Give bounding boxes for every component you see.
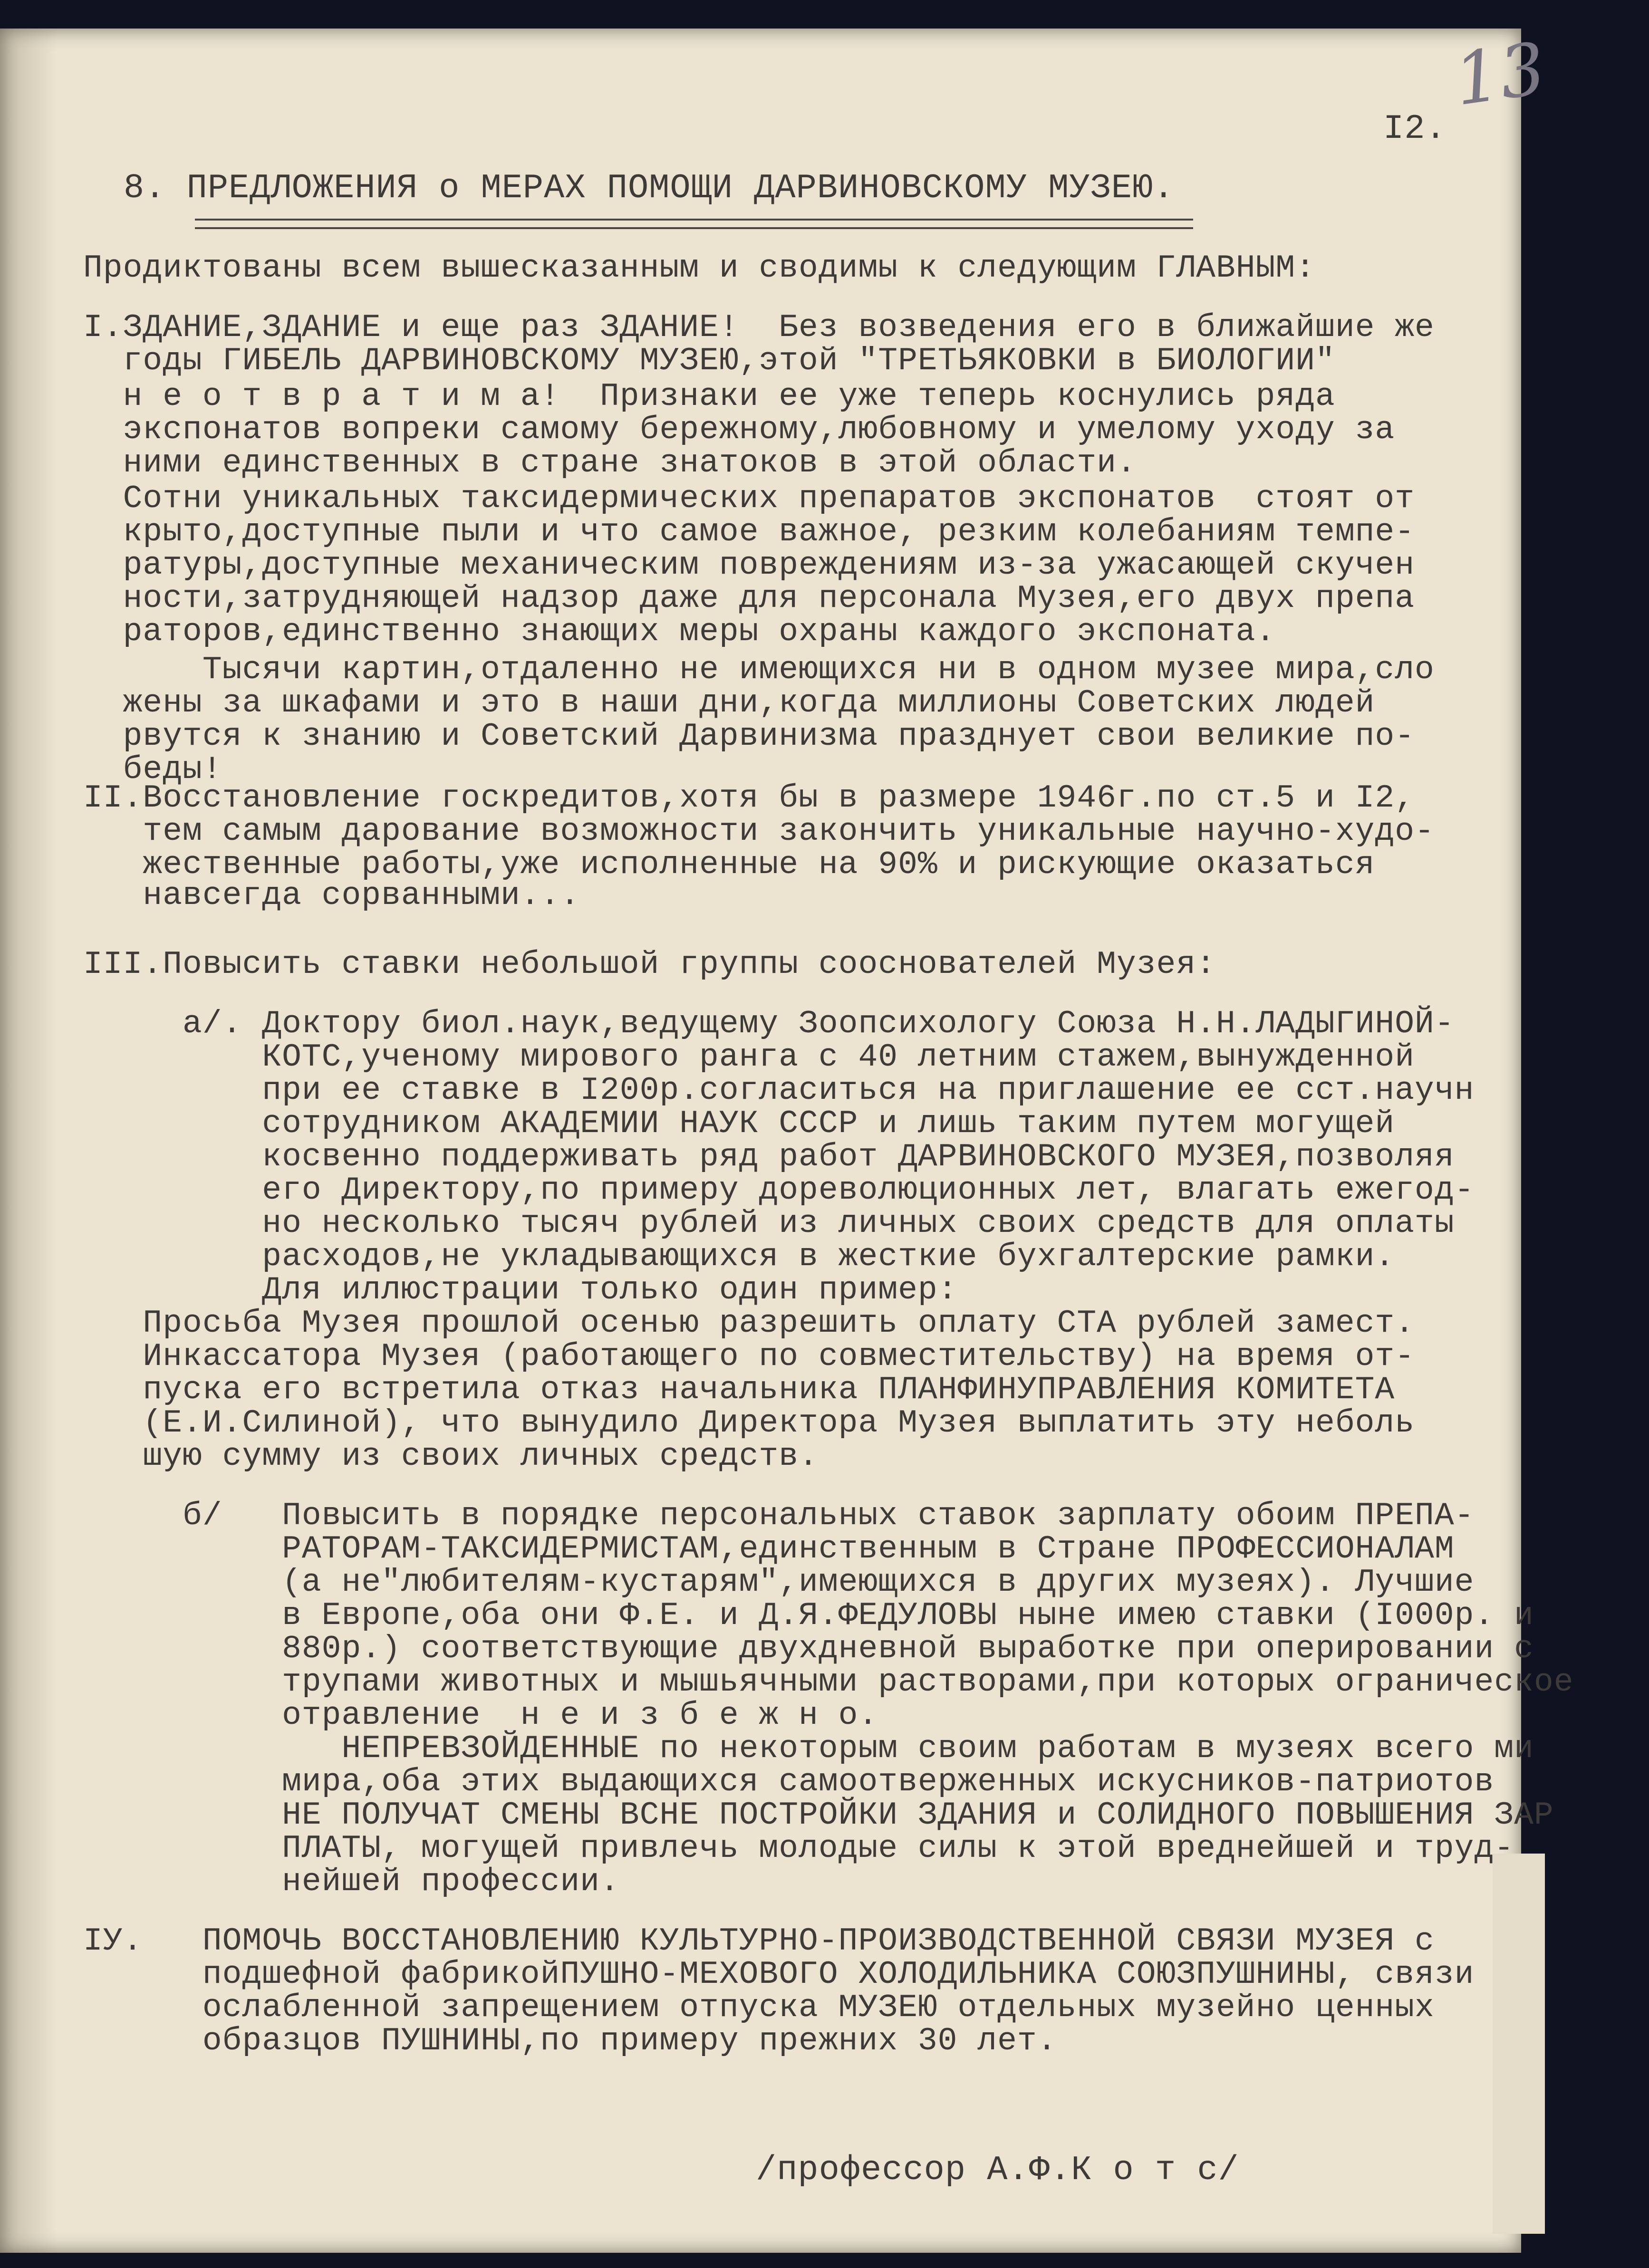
- text-line: ослабленной запрещением отпуска МУЗЕЮ отдельных музейно ценных: [83, 1989, 1435, 2026]
- text-line: но несколько тысяч рублей из личных своих средств для оплаты: [83, 1205, 1455, 1242]
- text-line: тем самым дарование возможности закончить уникальные научно-худо-: [83, 813, 1435, 850]
- text-line: ними единственных в стране знатоков в этой области.: [83, 445, 1137, 481]
- text-line: крыто,доступные пыли и что самое важное, резким колебаниям темпе-: [83, 514, 1415, 550]
- text-line: н е о т в р а т и м а! Признаки ее уже теперь коснулись ряда: [83, 378, 1335, 415]
- text-line: НЕПРЕВЗОЙДЕННЫЕ по некоторым своим работам в музеях всего ми: [83, 1730, 1534, 1767]
- signature: /профессор А.Ф.К о т с/: [756, 2151, 1239, 2190]
- text-line: I.ЗДАНИЕ,ЗДАНИЕ и еще раз ЗДАНИЕ! Без возведения его в ближайшие же: [83, 309, 1435, 346]
- text-line: сотрудником АКАДЕМИИ НАУК СССР и лишь таким путем могущей: [83, 1105, 1395, 1142]
- underlying-page-edge: [1493, 1854, 1545, 2234]
- binding-shadow: [0, 29, 57, 2253]
- text-line: (Е.И.Силиной), что вынудило Директора Музея выплатить эту неболь: [83, 1405, 1415, 1442]
- text-line: б/ Повысить в порядке персональных ставок зарплату обоим ПРЕПА-: [83, 1498, 1475, 1534]
- text-line: III.Повысить ставки небольшой группы сооснователей Музея:: [83, 946, 1216, 983]
- text-line: ности,затрудняющей надзор даже для персонала Музея,его двух препа: [83, 580, 1415, 617]
- text-line: КОТС,ученому мирового ранга с 40 летним стажем,вынужденной: [83, 1039, 1415, 1076]
- text-line: годы ГИБЕЛЬ ДАРВИНОВСКОМУ МУЗЕЮ,этой "ТРЕТЬЯКОВКИ в БИОЛОГИИ": [83, 343, 1335, 379]
- text-line: рвутся к знанию и Советский Дарвинизма празднует свои великие по-: [83, 718, 1415, 755]
- text-line: Просьба Музея прошлой осенью разрешить оплату СТА рублей замест.: [83, 1305, 1415, 1342]
- page-number: I2.: [1383, 109, 1446, 148]
- text-line: Для иллюстрации только один пример:: [83, 1272, 958, 1308]
- text-line: раторов,единственно знающих меры охраны каждого экспоната.: [83, 614, 1276, 650]
- text-line: расходов,не укладывающихся в жесткие бухгалтерские рамки.: [83, 1239, 1395, 1275]
- text-line: (а не"любителям-кустарям",имеющихся в других музеях). Лучшие: [83, 1564, 1475, 1601]
- text-line: 880р.) соответствующие двухдневной выработке при оперировании с: [83, 1631, 1534, 1667]
- text-line: Сотни уникальных таксидермических препаратов экспонатов стоят от: [83, 481, 1415, 517]
- text-line: Тысячи картин,отдаленно не имеющихся ни в одном музее мира,сло: [83, 652, 1435, 688]
- text-line: образцов ПУШНИНЫ,по примеру прежних 30 лет.: [83, 2023, 1057, 2059]
- text-line: в Европе,оба они Ф.Е. и Д.Я.ФЕДУЛОВЫ ныне имею ставки (I000р. и: [83, 1597, 1534, 1634]
- text-line: косвенно поддерживать ряд работ ДАРВИНОВСКОГО МУЗЕЯ,позволяя: [83, 1139, 1455, 1175]
- text-line: экспонатов вопреки самому бережному,любовному и умелому уходу за: [83, 412, 1395, 448]
- text-line: навсегда сорванными...: [83, 877, 580, 914]
- text-line: II.Восстановление госкредитов,хотя бы в размере 1946г.по ст.5 и I2,: [83, 780, 1415, 817]
- text-line: IУ. ПОМОЧЬ ВОССТАНОВЛЕНИЮ КУЛЬТУРНО-ПРОИЗВОДСТВЕННОЙ СВЯЗИ МУЗЕЯ с: [83, 1923, 1435, 1960]
- text-line: а/. Доктору биол.наук,ведущему Зоопсихологу Союза Н.Н.ЛАДЫГИНОЙ-: [83, 1006, 1455, 1042]
- text-line: ратуры,доступные механическим повреждениям из-за ужасающей скучен: [83, 547, 1415, 584]
- text-line: мира,оба этих выдающихся самоотверженных искусников-патриотов: [83, 1764, 1495, 1800]
- text-line: жены за шкафами и это в наши дни,когда миллионы Советских людей: [83, 685, 1375, 721]
- text-line: НЕ ПОЛУЧАТ СМЕНЫ ВСНЕ ПОСТРОЙКИ ЗДАНИЯ и СОЛИДНОГО ПОВЫШЕНИЯ ЗАР: [83, 1797, 1554, 1834]
- text-line: ПЛАТЫ, могущей привлечь молодые силы к этой вреднейшей и труд-: [83, 1830, 1514, 1867]
- text-line: пуска его встретила отказ начальника ПЛАНФИНУПРАВЛЕНИЯ КОМИТЕТА: [83, 1372, 1395, 1408]
- handwritten-page-number: 13: [1449, 27, 1551, 122]
- text-line: трупами животных и мышьячными растворами,при которых ограническое: [83, 1664, 1574, 1701]
- text-line: Инкассатора Музея (работающего по совместительству) на время от-: [83, 1338, 1415, 1375]
- text-line: Продиктованы всем вышесказанным и сводимы к следующим ГЛАВНЫМ:: [83, 250, 1316, 287]
- text-line: при ее ставке в I200р.согласиться на приглашение ее сст.научн: [83, 1072, 1475, 1109]
- text-line: шую сумму из своих личных средств.: [83, 1438, 819, 1475]
- text-line: подшефной фабрикойПУШНО-МЕХОВОГО ХОЛОДИЛЬНИКА СОЮЗПУШНИНЫ, связи: [83, 1956, 1475, 1993]
- section-heading: 8. ПРЕДЛОЖЕНИЯ о МЕРАХ ПОМОЩИ ДАРВИНОВСКОМУ МУЗЕЮ.: [124, 169, 1175, 208]
- text-line: отравление н е и з б е ж н о.: [83, 1697, 878, 1734]
- text-line: РАТОРАМ-ТАКСИДЕРМИСТАМ,единственным в Стране ПРОФЕССИОНАЛАМ: [83, 1531, 1455, 1567]
- text-line: нейшей профессии.: [83, 1864, 620, 1900]
- heading-double-rule: [195, 219, 1193, 229]
- text-line: его Директору,по примеру дореволюционных лет, влагать ежегод-: [83, 1172, 1475, 1209]
- text-line: жественные работы,уже исполненные на 90% и рискующие оказаться: [83, 846, 1375, 883]
- text-line: беды!: [83, 751, 222, 788]
